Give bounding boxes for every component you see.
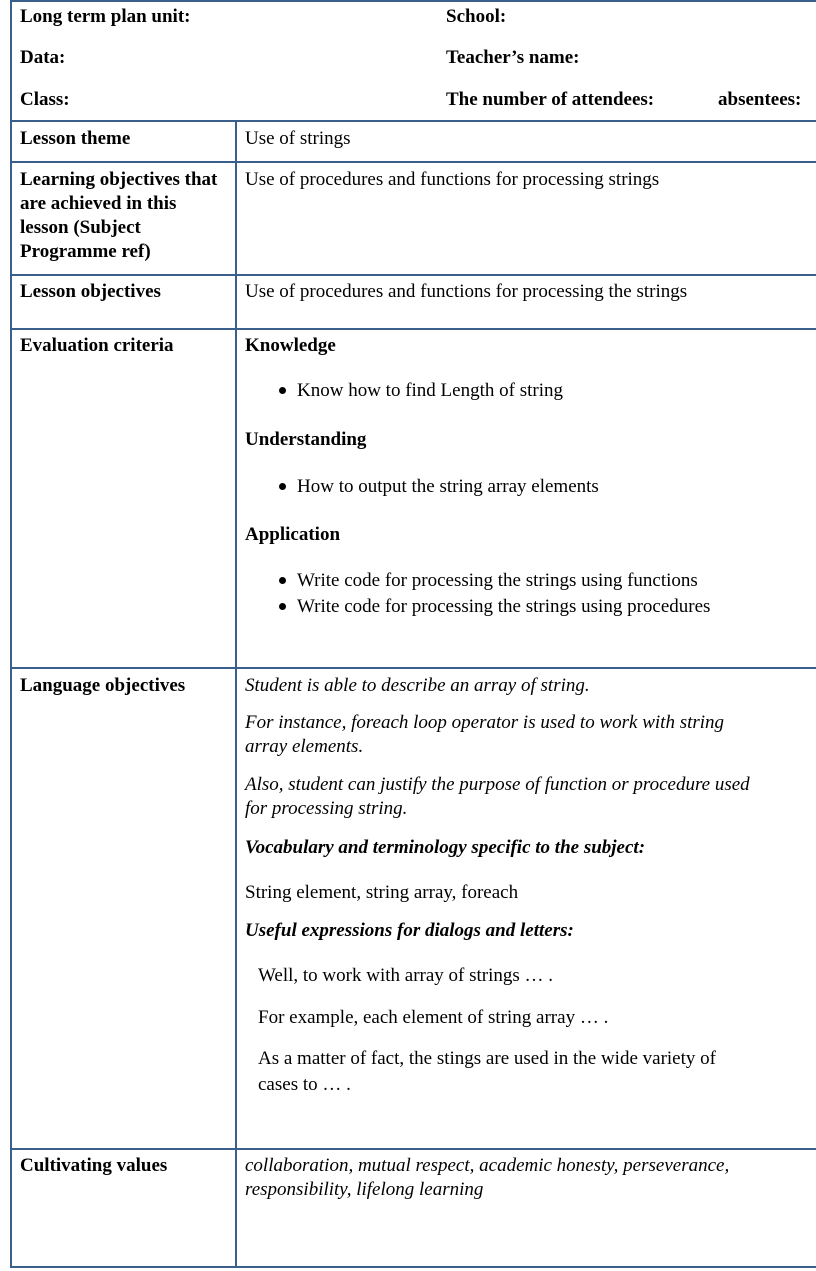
language-objective-text: For instance, foreach loop operator is used to work with string — [245, 712, 725, 733]
useful-expression: Well, to work with array of strings … . — [258, 965, 554, 986]
bullet-icon — [279, 483, 286, 490]
data-label: Data: — [20, 47, 66, 68]
understanding-item: How to output the string array elements — [297, 476, 599, 497]
row-divider — [10, 328, 816, 330]
column-divider — [235, 121, 237, 1268]
application-item: Write code for processing the strings using procedures — [297, 596, 711, 617]
bullet-icon — [279, 387, 286, 394]
row-divider — [10, 120, 816, 122]
lesson-objectives-label: Lesson objectives — [20, 281, 161, 302]
lesson-theme-label: Lesson theme — [20, 128, 131, 149]
useful-expression: As a matter of fact, the stings are used in the wide variety of — [258, 1048, 716, 1069]
language-objective-text: for processing string. — [245, 798, 408, 819]
useful-expressions-heading: Useful expressions for dialogs and letters: — [245, 920, 574, 941]
absentees-label: absentees: — [718, 89, 802, 110]
cultivating-values-label: Cultivating values — [20, 1155, 168, 1176]
language-objective-text: Student is able to describe an array of string. — [245, 675, 590, 696]
row-divider — [10, 667, 816, 669]
knowledge-heading: Knowledge — [245, 335, 336, 356]
cultivating-values-text: responsibility, lifelong learning — [245, 1179, 484, 1200]
lesson-theme-value: Use of strings — [245, 128, 351, 149]
school-label: School: — [446, 6, 507, 27]
lesson-objectives-value: Use of procedures and functions for processing the strings — [245, 281, 688, 302]
language-objectives-label: Language objectives — [20, 675, 186, 696]
understanding-heading: Understanding — [245, 429, 367, 450]
row-divider — [10, 274, 816, 276]
cultivating-values-text: collaboration, mutual respect, academic honesty, perseverance, — [245, 1155, 730, 1176]
teacher-name-label: Teacher’s name: — [446, 47, 580, 68]
lesson-plan-page — [10, 0, 816, 1268]
useful-expression: cases to … . — [258, 1074, 351, 1095]
vocabulary-text: String element, string array, foreach — [245, 882, 519, 903]
long-term-plan-label: Long term plan unit: — [20, 6, 191, 27]
application-heading: Application — [245, 524, 341, 545]
row-divider — [10, 1148, 816, 1150]
class-label: Class: — [20, 89, 70, 110]
learning-objectives-label: Learning objectives that are achieved in this lesson (Subject Programme ref) — [20, 169, 218, 262]
row-divider — [10, 161, 816, 163]
vocabulary-heading: Vocabulary and terminology specific to the subject: — [245, 837, 646, 858]
knowledge-item: Know how to find Length of string — [297, 380, 563, 401]
bullet-icon — [279, 577, 286, 584]
useful-expression: For example, each element of string array … . — [258, 1007, 609, 1028]
bullet-icon — [279, 603, 286, 610]
attendees-label: The number of attendees: — [446, 89, 655, 110]
language-objective-text: array elements. — [245, 736, 364, 757]
learning-objectives-value: Use of procedures and functions for processing strings — [245, 169, 660, 190]
language-objective-text: Also, student can justify the purpose of function or procedure used — [245, 774, 750, 795]
evaluation-criteria-label: Evaluation criteria — [20, 335, 174, 356]
application-item: Write code for processing the strings using functions — [297, 570, 698, 591]
